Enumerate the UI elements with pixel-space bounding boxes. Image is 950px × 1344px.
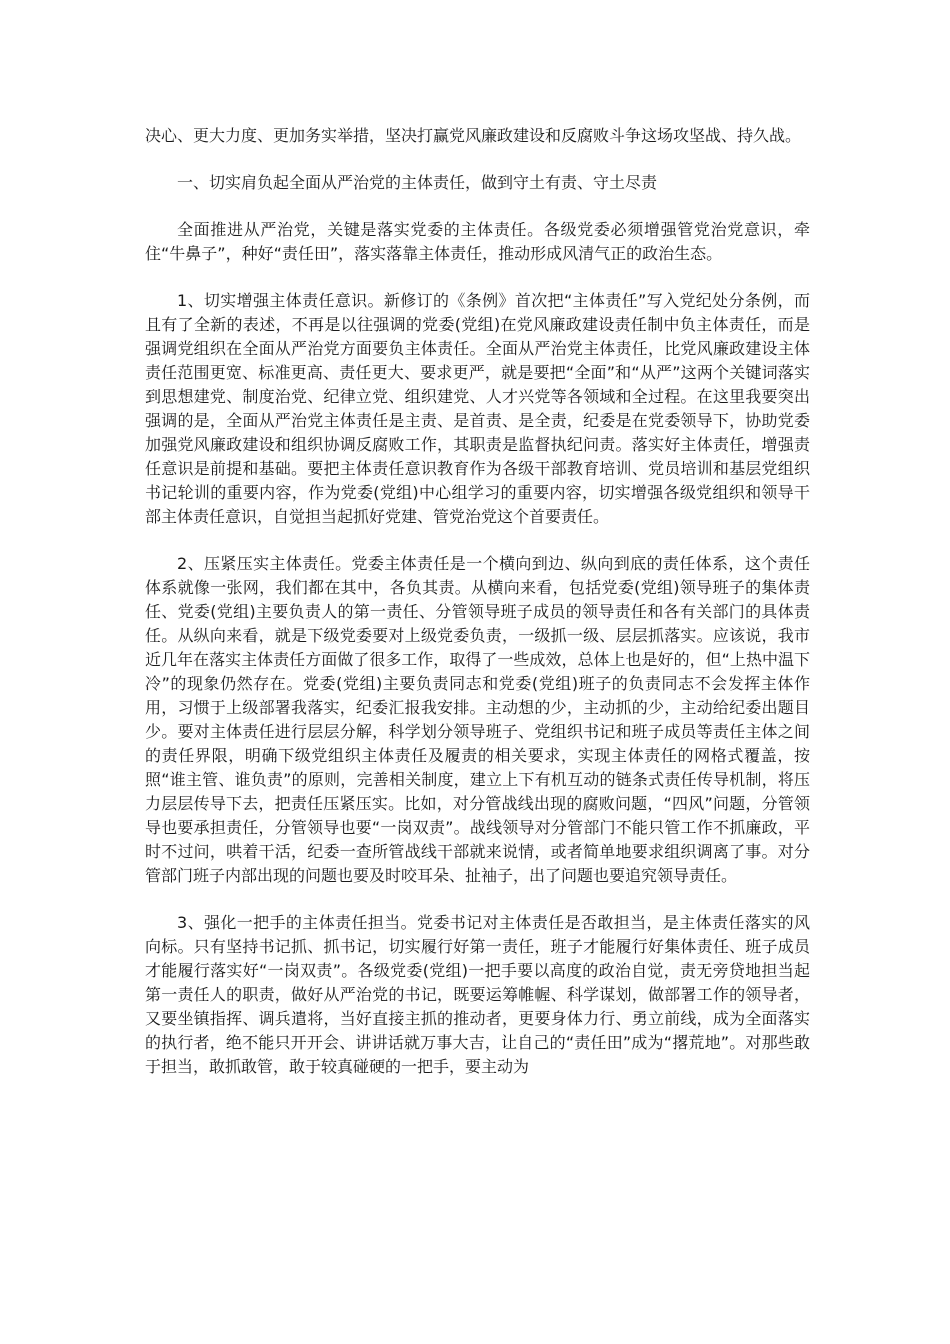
paragraph-point-3: 3、强化一把手的主体责任担当。党委书记对主体责任是否敢担当，是主体责任落实的风向标。只有坚持书记抓、抓书记，切实履行好第一责任，班子才能履行好集体责任、班子成员才能履行落实好“一岗双责”。各级党委(党组)一把手要以高度的政治自觉，责无旁贷地担当起第一责任人的职责，做好从严治党的书记，既要运筹帷幄、科学谋划，做部署工作的领导者，又要坐镇指挥、调兵遣将，当好直接主抓的推动者，更要身体力行、勇立前线，成为全面落实的执行者，绝不能只开开会、讲讲话就万事大吉，让自己的“责任田”成为“撂荒地”。对那些敢于担当，敢抓敢管，敢于较真碰硬的一把手，要主动为 — [145, 913, 810, 1076]
document-page — [145, 124, 810, 1102]
paragraph-point-1: 1、切实增强主体责任意识。新修订的《条例》首次把“主体责任”写入党纪处分条例，而且有了全新的表述，不再是以往强调的党委(党组)在党风廉政建设责任制中负主体责任，而是强调党组织在全面从严治党方面要负主体责任。全面从严治党主体责任，比党风廉政建设主体责任范围更宽、标准更高、责任更大、要求更严，就是要把“全面”和“从严”这两个关键词落实到思想建党、制度治党、纪律立党、组织建党、人才兴党等各领域和全过程。在这里我要突出强调的是，全面从严治党主体责任是主责、是首责、是全责，纪委是在党委领导下，协助党委加强党风廉政建设和组织协调反腐败工作，其职责是监督执纪问责。落实好主体责任，增强责任意识是前提和基础。要把主体责任意识教育作为各级干部教育培训、党员培训和基层党组织书记轮训的重要内容，作为党委(党组)中心组学习的重要内容，切实增强各级党组织和领导干部主体责任意识，自觉担当起抓好党建、管党治党这个首要责任。 — [145, 291, 810, 526]
paragraph-continued-intro: 决心、更大力度、更加务实举措，坚决打赢党风廉政建设和反腐败斗争这场攻坚战、持久战。 — [145, 126, 802, 145]
paragraph-point-2: 2、压紧压实主体责任。党委主体责任是一个横向到边、纵向到底的责任体系，这个责任体系就像一张网，我们都在其中，各负其责。从横向来看，包括党委(党组)领导班子的集体责任、党委(党组)主要负责人的第一责任、分管领导班子成员的领导责任和各有关部门的具体责任。从纵向来看，就是下级党委要对上级党委负责，一级抓一级、层层抓落实。应该说，我市近几年在落实主体责任方面做了很多工作，取得了一些成效，总体上也是好的，但“上热中温下冷”的现象仍然存在。党委(党组)主要负责同志和党委(党组)班子的负责同志不会发挥主体作用，习惯于上级部署我落实，纪委汇报我安排。主动想的少，主动抓的少，主动给纪委出题目少。要对主体责任进行层层分解，科学划分领导班子、党组织书记和班子成员等责任主体之间的责任界限，明确下级党组织主体责任及履责的相关要求，实现主体责任的网格式覆盖，按照“谁主管、谁负责”的原则，完善相关制度，建立上下有机互动的链条式责任传导机制，将压力层层传导下去，把责任压紧压实。比如，对分管战线出现的腐败问题，“四风”问题，分管领导也要承担责任，分管领导也要“一岗双责”。战线领导对分管部门不能只管工作不抓廉政，平时不过问，哄着干活，纪委一查所管战线干部就来说情，或者简单地要求组织调离了事。对分管部门班子内部出现的问题也要及时咬耳朵、扯袖子，出了问题也要追究领导责任。 — [145, 554, 810, 885]
section-heading-1: 一、切实肩负起全面从严治党的主体责任，做到守土有责、守土尽责 — [177, 173, 658, 192]
paragraph-section-intro: 全面推进从严治党，关键是落实党委的主体责任。各级党委必须增强管党治党意识，牵住“牛鼻子”，种好“责任田”，落实落靠主体责任，推动形成风清气正的政治生态。 — [145, 220, 810, 263]
